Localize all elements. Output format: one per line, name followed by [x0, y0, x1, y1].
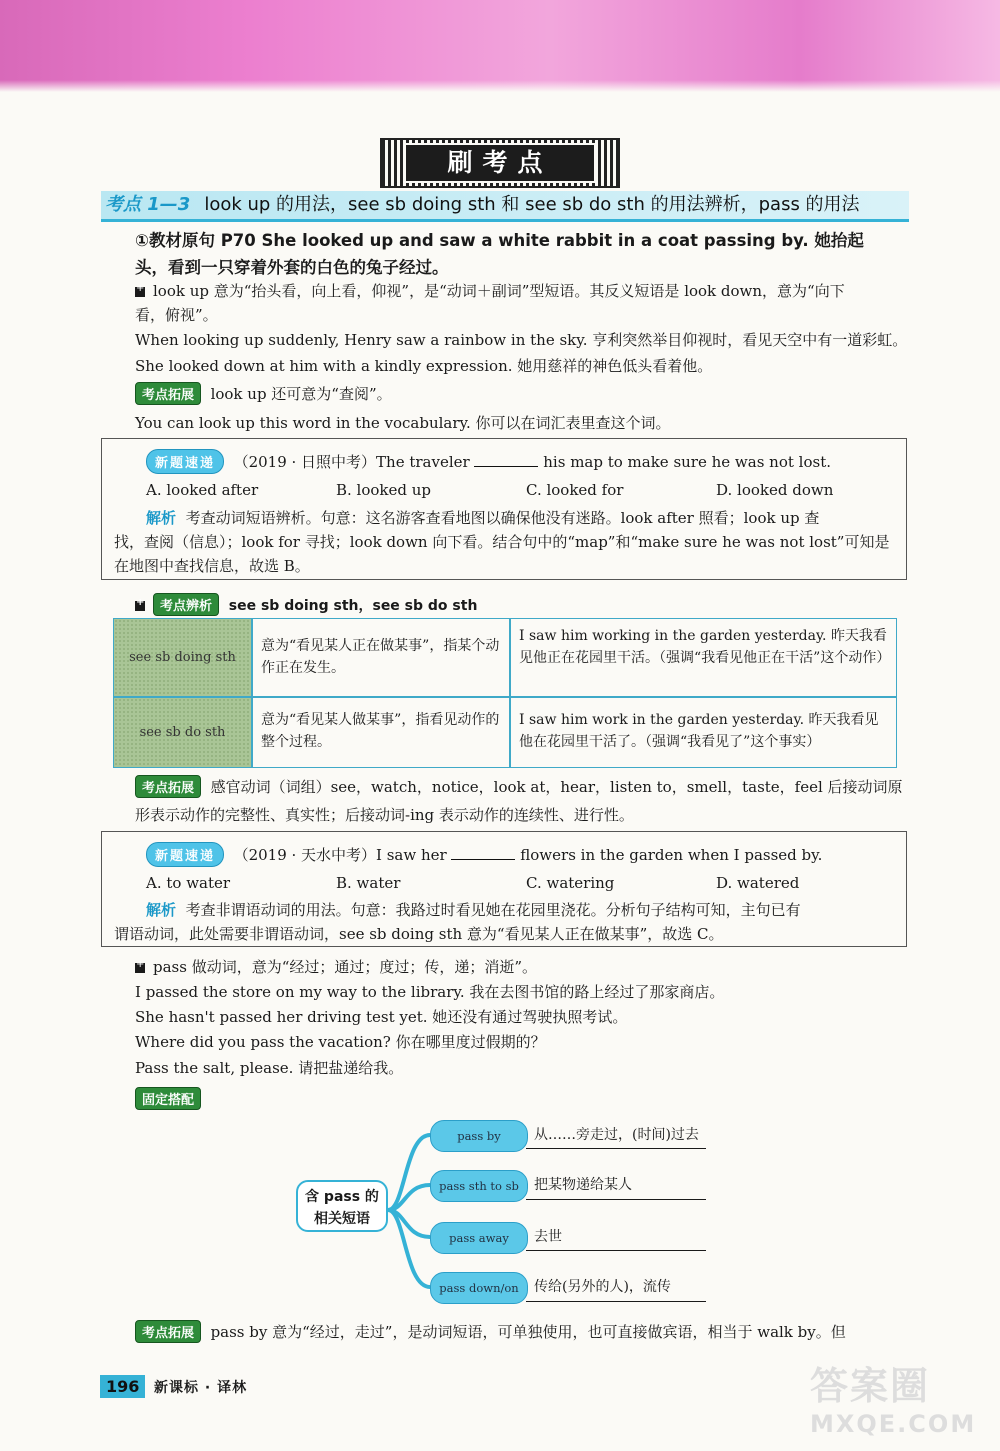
- analysis-label: 解析: [146, 509, 177, 527]
- quiz-box-2: [101, 831, 907, 947]
- watermark-logo: [810, 1355, 990, 1445]
- quiz-1-analysis-2: 找，查阅（信息）；look for 寻找；look down 向下看。结合句中的“map”和“make sure he was not lost”可知是: [114, 533, 890, 551]
- table-row-2-example: I saw him work in the garden yesterday. 昨天我看见他在花园里干活了。（强调“我看见了”这个事实）: [519, 712, 879, 750]
- table-divider: [251, 619, 253, 767]
- quiz-2-analysis-1: [146, 899, 801, 920]
- lookup-example-3: You can look up this word in the vocabulary. 你可以在词汇表里查这个词。: [135, 414, 671, 432]
- sense-line-2: 形表示动作的完整性、真实性；后接动词-ing 表示动作的连续性、进行性。: [135, 806, 634, 824]
- mindmap-meaning-pass-sth-to-sb: 把某物递给某人: [534, 1177, 632, 1193]
- quiz-1-stem: [146, 449, 831, 474]
- extension-tag: 考点拓展: [135, 775, 201, 798]
- mindmap-node-pass-sth-to-sb: pass sth to sb: [430, 1170, 528, 1202]
- table-divider: [114, 696, 896, 698]
- compare-title: see sb doing sth，see sb do sth: [228, 598, 478, 614]
- table-row-2-meaning: 意为“看见某人做某事”，指看见动作的整个过程。: [261, 712, 500, 750]
- plus-bullet-icon: [135, 963, 145, 973]
- sense-line-1-text: 感官动词（词组）see，watch，notice，look at，hear，listen to，smell，taste，feel 后接动词原: [210, 778, 903, 796]
- table-row-1-example: I saw him working in the garden yesterday. 昨天我看见他正在花园里干活。（强调“我看见他正在干活”这个动作）: [519, 628, 891, 666]
- lookup-example-1: When looking up suddenly, Henry saw a rainbow in the sky. 亨利突然举目仰视时，看见天空中有一道彩虹。: [135, 331, 908, 349]
- compare-tag: 考点辨析: [153, 593, 219, 616]
- lookup-extension: [135, 382, 392, 405]
- quiz-1-option-c: C. looked for: [526, 481, 624, 499]
- lookup-extension-text: look up 还可意为“查阅”。: [210, 385, 392, 403]
- quiz-1-analysis-1: [146, 507, 819, 528]
- quiz-2-analysis-1-text: 考查非谓语动词的用法。句意：我路过时看见她在花园里浇花。分析句子结构可知，主句已有: [185, 901, 801, 919]
- answer-blank: [474, 454, 538, 467]
- kaodian-title: look up 的用法，see sb doing sth 和 see sb do sth 的用法辨析，pass 的用法: [204, 194, 860, 215]
- quiz-2-stem: [146, 842, 822, 867]
- quiz-2-analysis-2: 谓语动词，此处需要非谓语动词，see sb doing sth 意为“看见某人正在做某事”，故选 C。: [114, 925, 724, 943]
- mindmap-center: [296, 1180, 388, 1232]
- quiz-1-analysis-1-text: 考查动词短语辨析。句意：这名游客查看地图以确保他没有迷路。look after 照看；look up 查: [185, 509, 820, 527]
- mindmap-node-pass-down-on: pass down/on: [430, 1272, 528, 1304]
- section-title-box: [380, 138, 620, 188]
- quiz-2-option-d: D. watered: [716, 874, 800, 892]
- mindmap-underline: [526, 1250, 706, 1251]
- table-row-1-phrase: see sb doing sth: [114, 619, 251, 696]
- mindmap-meaning-pass-away: 去世: [534, 1229, 562, 1245]
- bottom-extension-text: pass by 意为“经过，走过”，是动词短语，可单独使用，也可直接做宾语，相当于 walk by。但: [210, 1323, 846, 1341]
- extension-tag: 考点拓展: [135, 382, 201, 405]
- quiz-1-analysis-3: 在地图中查找信息，故选 B。: [114, 557, 310, 575]
- pass-example-3: Where did you pass the vacation? 你在哪里度过假期的？: [135, 1033, 546, 1051]
- quiz-1-option-a: A. looked after: [146, 481, 259, 499]
- fixed-collocation-heading: [135, 1087, 201, 1110]
- page-title: 刷考点: [404, 143, 596, 183]
- lookup-note-1-text: look up 意为“抬头看，向上看，仰视”，是“动词＋副词”型短语。其反义短语是 look down，意为“向下: [153, 282, 845, 300]
- table-row-2-phrase: see sb do sth: [114, 698, 251, 767]
- quiz-2-option-a: A. to water: [146, 874, 231, 892]
- mindmap-meaning-pass-down-on: 传给(另外的人)，流传: [534, 1279, 671, 1295]
- compare-table: [113, 618, 897, 768]
- header-banner: [0, 0, 1000, 92]
- footer-label: 新课标 · 译林: [154, 1380, 248, 1396]
- mindmap-underline: [526, 1301, 706, 1302]
- quiz-1-stem-a: （2019 · 日照中考）The traveler: [233, 453, 470, 471]
- quiz-1-stem-b: his map to make sure he was not lost.: [543, 453, 831, 471]
- mindmap-underline: [526, 1148, 706, 1149]
- sense-line-1: [135, 775, 903, 798]
- plus-bullet-icon: [135, 601, 145, 611]
- fixed-collocation-tag: 固定搭配: [135, 1087, 201, 1110]
- pass-example-1: I passed the store on my way to the library. 我在去图书馆的路上经过了那家商店。: [135, 983, 725, 1001]
- compare-heading: [135, 593, 477, 616]
- quiz-2-option-b: B. water: [336, 874, 401, 892]
- mindmap-underline: [526, 1199, 706, 1200]
- mindmap-center-line-2: 相关短语: [314, 1211, 370, 1227]
- quiz-box-1: [101, 438, 907, 580]
- source-line-1: ①教材原句 P70 She looked up and saw a white rabbit in a coat passing by. 她抬起: [135, 231, 864, 250]
- bottom-extension: [135, 1320, 846, 1343]
- pass-example-2: She hasn't passed her driving test yet. 她还没有通过驾驶执照考试。: [135, 1008, 628, 1026]
- quiz-tag: 新题速递: [146, 449, 224, 474]
- watermark-line-2: MXQE.COM: [810, 1410, 977, 1438]
- analysis-label: 解析: [146, 901, 177, 919]
- quiz-1-option-d: D. looked down: [716, 481, 834, 499]
- kaodian-number: 考点 1—3: [105, 194, 191, 215]
- pass-example-4: Pass the salt, please. 请把盐递给我。: [135, 1059, 404, 1077]
- source-line-2: 头，看到一只穿着外套的白色的兔子经过。: [135, 258, 449, 277]
- page-number: 196: [100, 1375, 145, 1398]
- quiz-2-option-c: C. watering: [526, 874, 615, 892]
- mindmap-center-line-1: 含 pass 的: [305, 1189, 379, 1205]
- quiz-2-stem-b: flowers in the garden when I passed by.: [520, 846, 823, 864]
- kaodian-bar: [101, 191, 909, 222]
- mindmap-meaning-pass-by: 从……旁走过，(时间)过去: [534, 1127, 699, 1143]
- lookup-note-2: 看，俯视”。: [135, 306, 218, 324]
- extension-tag: 考点拓展: [135, 1320, 201, 1343]
- mindmap-node-pass-away: pass away: [430, 1222, 528, 1254]
- mindmap-node-pass-by: pass by: [430, 1120, 528, 1152]
- lookup-note-1: [135, 280, 845, 301]
- answer-blank: [451, 847, 515, 860]
- table-divider: [509, 619, 511, 767]
- watermark-line-1: 答案圈: [810, 1364, 931, 1408]
- table-row-1-meaning: 意为“看见某人正在做某事”，指某个动作正在发生。: [261, 638, 500, 676]
- plus-bullet-icon: [135, 287, 145, 297]
- pass-note: [135, 956, 537, 977]
- quiz-2-stem-a: （2019 · 天水中考）I saw her: [233, 846, 447, 864]
- pass-note-text: pass 做动词，意为“经过；通过；度过；传，递；消逝”。: [153, 958, 538, 976]
- lookup-example-2: She looked down at him with a kindly expression. 她用慈祥的神色低头看着他。: [135, 357, 713, 375]
- quiz-tag: 新题速递: [146, 842, 224, 867]
- quiz-1-option-b: B. looked up: [336, 481, 432, 499]
